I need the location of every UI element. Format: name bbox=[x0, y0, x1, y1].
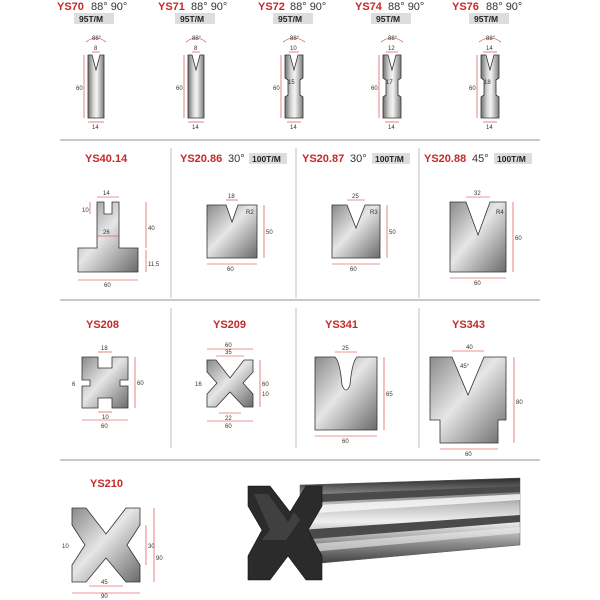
dim-label: 14 bbox=[192, 125, 199, 131]
die-title: YS20.88 bbox=[424, 153, 467, 165]
dim-label: 40 bbox=[466, 345, 473, 351]
dim-label: 15 bbox=[288, 80, 295, 86]
die-ys40-14 bbox=[78, 153, 160, 289]
dim-label: 60 bbox=[137, 381, 144, 387]
die-ys71 bbox=[176, 36, 206, 131]
dim-label: 10 bbox=[262, 392, 269, 398]
dim-label: 8 bbox=[94, 46, 98, 52]
dim-label: 60 bbox=[225, 343, 232, 349]
die-angle: 30° bbox=[350, 153, 367, 165]
dim-label: 60 bbox=[101, 424, 108, 430]
die-title: YS20.86 bbox=[180, 153, 223, 165]
die-title: YS71 bbox=[158, 1, 185, 13]
dim-label: 60 bbox=[227, 267, 234, 273]
dim-label: R4 bbox=[496, 210, 504, 216]
dim-label: R2 bbox=[246, 210, 254, 216]
die-angles: 88° 90° bbox=[486, 1, 523, 13]
row1-headers bbox=[57, 1, 522, 24]
dim-label: 88° bbox=[92, 36, 102, 42]
dim-label: 6 bbox=[72, 382, 76, 388]
dim-label: 8 bbox=[194, 46, 198, 52]
die-angle: 30° bbox=[228, 153, 245, 165]
dim-label: 60 bbox=[371, 86, 378, 92]
die-ys70 bbox=[76, 36, 106, 131]
dim-label: 90 bbox=[156, 556, 163, 562]
dim-label: 60 bbox=[225, 424, 232, 430]
dim-label: 60 bbox=[515, 236, 522, 242]
rating-badge-text: 95T/M bbox=[79, 14, 104, 24]
die-angle: 45° bbox=[472, 153, 489, 165]
dim-label: 18 bbox=[101, 346, 108, 352]
dim-label: 30 bbox=[148, 544, 155, 550]
dim-label: 25 bbox=[352, 194, 359, 200]
die-title: YS20.87 bbox=[302, 153, 345, 165]
dim-label: 65 bbox=[386, 392, 393, 398]
dim-label: 14 bbox=[388, 125, 395, 131]
rating-badge-text: 95T/M bbox=[376, 14, 401, 24]
dim-label: 60 bbox=[469, 86, 476, 92]
die-ys341 bbox=[315, 319, 393, 445]
dim-label: 60 bbox=[474, 281, 481, 287]
die-title: YS72 bbox=[258, 1, 285, 13]
dim-label: 50 bbox=[389, 230, 396, 236]
dim-label: 60 bbox=[342, 439, 349, 445]
die-ys208 bbox=[72, 319, 144, 430]
die-title: YS208 bbox=[86, 319, 120, 331]
dim-label: 60 bbox=[273, 86, 280, 92]
die-title: YS74 bbox=[355, 1, 382, 13]
die-3d-rendering bbox=[248, 478, 520, 580]
dim-label: 88° bbox=[486, 36, 496, 42]
die-title: YS76 bbox=[452, 1, 479, 13]
die-title: YS341 bbox=[325, 319, 359, 331]
die-title: YS343 bbox=[452, 319, 486, 331]
die-ys20-86 bbox=[180, 153, 287, 273]
dim-label: 50 bbox=[266, 230, 273, 236]
dim-label: 17 bbox=[386, 80, 393, 86]
dim-label: 32 bbox=[474, 191, 481, 197]
dim-label: 14 bbox=[103, 191, 110, 197]
dim-label: 40 bbox=[148, 226, 155, 232]
die-title: YS40.14 bbox=[85, 153, 128, 165]
die-angles: 88° 90° bbox=[290, 1, 327, 13]
dim-label: 18 bbox=[484, 80, 491, 86]
rating-badge-text: 100T/M bbox=[497, 154, 526, 164]
die-ys20-88 bbox=[424, 153, 532, 287]
dim-label: 60 bbox=[76, 86, 83, 92]
rating-badge-text: 95T/M bbox=[474, 14, 499, 24]
dim-label: 10 bbox=[82, 208, 89, 214]
die-title: YS70 bbox=[57, 1, 84, 13]
dim-label: 10 bbox=[290, 46, 297, 52]
die-ys209 bbox=[195, 319, 269, 430]
die-title: YS210 bbox=[90, 478, 124, 490]
dim-label: 26 bbox=[103, 230, 110, 236]
die-angles: 88° 90° bbox=[388, 1, 425, 13]
die-ys72 bbox=[273, 36, 305, 131]
dim-label: 45 bbox=[101, 580, 108, 586]
die-title: YS209 bbox=[213, 319, 247, 331]
dim-label: 22 bbox=[225, 416, 232, 422]
dim-label: 11.5 bbox=[148, 262, 160, 268]
rating-badge-text: 100T/M bbox=[375, 154, 404, 164]
dim-label: 60 bbox=[176, 86, 183, 92]
dim-label: 45° bbox=[460, 364, 470, 370]
dim-label: 80 bbox=[516, 400, 523, 406]
dim-label: 88° bbox=[290, 36, 300, 42]
die-ys210 bbox=[62, 478, 163, 600]
dim-label: 60 bbox=[350, 267, 357, 273]
rating-badge-text: 100T/M bbox=[252, 154, 281, 164]
dim-label: 14 bbox=[92, 125, 99, 131]
rating-badge-text: 95T/M bbox=[278, 14, 303, 24]
dim-label: 10 bbox=[62, 544, 69, 550]
dim-label: 10 bbox=[102, 415, 109, 421]
dim-label: 14 bbox=[486, 125, 493, 131]
dim-label: 12 bbox=[388, 46, 395, 52]
dim-label: 60 bbox=[465, 452, 472, 458]
dim-label: 16 bbox=[195, 382, 202, 388]
dim-label: 35 bbox=[225, 350, 232, 356]
rating-badge-text: 95T/M bbox=[180, 14, 205, 24]
dim-label: R3 bbox=[370, 210, 378, 216]
dim-label: 90 bbox=[101, 594, 108, 600]
dim-label: 14 bbox=[290, 125, 297, 131]
dim-label: 14 bbox=[486, 46, 493, 52]
die-angles: 88° 90° bbox=[91, 1, 128, 13]
dim-label: 60 bbox=[104, 283, 111, 289]
dim-label: 88° bbox=[388, 36, 398, 42]
dim-label: 88° bbox=[192, 36, 202, 42]
dim-label: 18 bbox=[228, 194, 235, 200]
die-ys76 bbox=[469, 36, 501, 131]
dim-label: 60 bbox=[262, 382, 269, 388]
die-ys343 bbox=[430, 319, 523, 458]
dim-label: 25 bbox=[342, 346, 349, 352]
die-angles: 88° 90° bbox=[191, 1, 228, 13]
die-ys20-87 bbox=[302, 153, 410, 273]
die-ys74 bbox=[371, 36, 403, 131]
